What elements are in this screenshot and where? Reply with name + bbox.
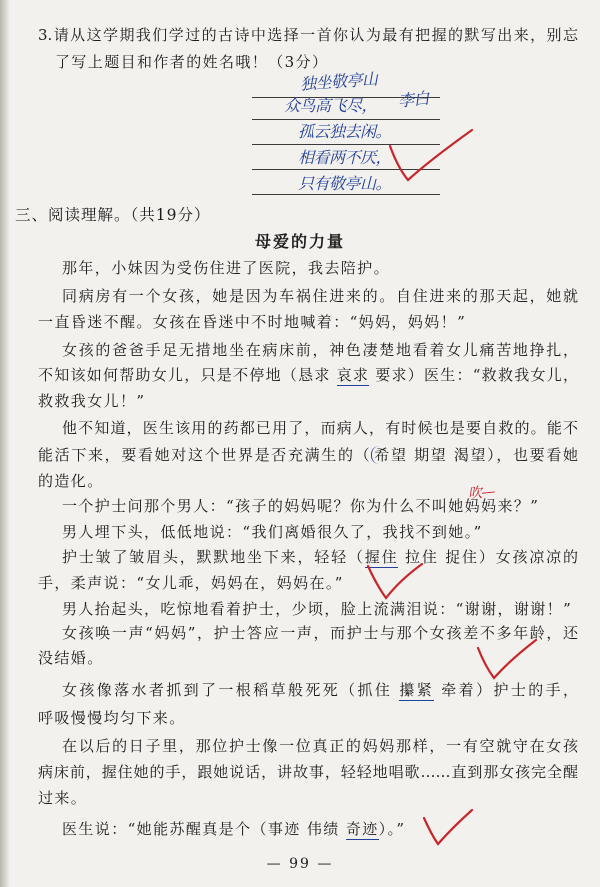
handwritten-poem-title: 独坐敬亭山 bbox=[299, 69, 379, 94]
handwritten-poem-author: 李白 bbox=[397, 88, 430, 111]
article-title: 母爱的力量 bbox=[254, 232, 345, 251]
article-line: 女孩的爸爸手足无措地坐在病床前，神色凄楚地看着女儿痛苦地挣扎， bbox=[62, 341, 578, 359]
article-line: 不知该如何帮助女儿，只是不停地（恳求 哀求 要求）医生：“救救我女儿， bbox=[38, 366, 578, 384]
answer-blank-line bbox=[252, 169, 440, 170]
article-line: 女孩像落水者抓到了一根稻草般死死（抓住 攥紧 牵着）护士的手， bbox=[62, 681, 578, 699]
article-line: 没结婚。 bbox=[38, 649, 104, 667]
article-line: 男人抬起头，吃惊地看着护士，少顷，脸上流满泪说：“谢谢，谢谢！” bbox=[62, 600, 573, 618]
handwritten-poem-line: 孤云独去闲。 bbox=[298, 122, 392, 141]
article-line: 男人埋下头，低低地说：“我们离婚很久了，我找不到她。” bbox=[62, 523, 483, 541]
article-line: 手，柔声说：“女儿乖，妈妈在，妈妈在。” bbox=[38, 574, 344, 592]
article-line: 他不知道，医生该用的药都已用了，而病人，有时候也是要自救的。能不 bbox=[62, 419, 578, 437]
question-3-line-2: 了写上题目和作者的姓名哦！（3分） bbox=[55, 53, 329, 71]
answer-blank-line bbox=[252, 194, 440, 195]
article-line: 同病房有一个女孩，她是因为车祸住进来的。自住进来的那天起，她就 bbox=[62, 287, 578, 305]
article-line: 护士皱了皱眉头，默默地坐下来，轻轻（握住 拉住 捉住）女孩凉凉的 bbox=[62, 548, 578, 566]
handwritten-poem-line: 只有敬亭山。 bbox=[298, 174, 392, 193]
article-line: 的造化。 bbox=[38, 472, 104, 490]
handwritten-poem-line: 众鸟高飞尽， bbox=[284, 96, 378, 115]
underlined-answer: 奇迹 bbox=[345, 820, 379, 838]
circled-answer: 希望 bbox=[371, 446, 407, 464]
article-line: 能活下来，要看她对这个世界是否充满生的（ 希望 期望 渴望），也要看她 bbox=[38, 446, 578, 464]
red-check-mark bbox=[478, 640, 536, 678]
underlined-answer: 攥紧 bbox=[399, 681, 435, 699]
answer-blank-line bbox=[252, 144, 440, 145]
handwritten-poem-line: 相看两不厌， bbox=[298, 148, 392, 167]
article-line: 过来。 bbox=[38, 789, 88, 807]
red-check-mark bbox=[390, 130, 472, 180]
handwritten-note: 吹— bbox=[467, 483, 496, 503]
page-number: — 99 — bbox=[266, 856, 334, 872]
scan-edge-shadow bbox=[0, 0, 10, 887]
question-3-line-1: 3.请从这学期我们学过的古诗中选择一首你认为最有把握的默写出来，别忘 bbox=[38, 26, 578, 44]
answer-blank-line bbox=[252, 119, 440, 120]
article-line: 医生说：“她能苏醒真是个（事迹 伟绩 奇迹）。” bbox=[62, 820, 406, 838]
article-line: 那年，小妹因为受伤住进了医院，我去陪护。 bbox=[62, 259, 391, 277]
article-line: 呼吸慢慢均匀下来。 bbox=[38, 709, 186, 727]
article-line: 一个护士问那个男人：“孩子的妈妈呢？你为什么不叫她妈妈来？” bbox=[62, 497, 540, 515]
section-heading: 三、阅读理解。（共19分） bbox=[15, 206, 211, 224]
underlined-answer: 握住 bbox=[364, 548, 399, 566]
underlined-answer: 哀求 bbox=[336, 366, 370, 384]
article-line: 女孩唤一声“妈妈”，护士答应一声，而护士与那个女孩差不多年龄，还 bbox=[62, 624, 578, 642]
article-line: 在以后的日子里，那位护士像一位真正的妈妈那样，一有空就守在女孩 bbox=[62, 737, 578, 755]
article-line: 一直昏迷不醒。女孩在昏迷中不时地喊着：“妈妈，妈妈！” bbox=[38, 313, 467, 331]
red-check-mark bbox=[424, 810, 472, 844]
article-line: 病床前，握住她的手，跟她说话，讲故事，轻轻地唱歌……直到那女孩完全醒 bbox=[38, 763, 578, 781]
article-line: 救救我女儿！” bbox=[38, 392, 146, 410]
red-check-mark bbox=[368, 564, 422, 598]
